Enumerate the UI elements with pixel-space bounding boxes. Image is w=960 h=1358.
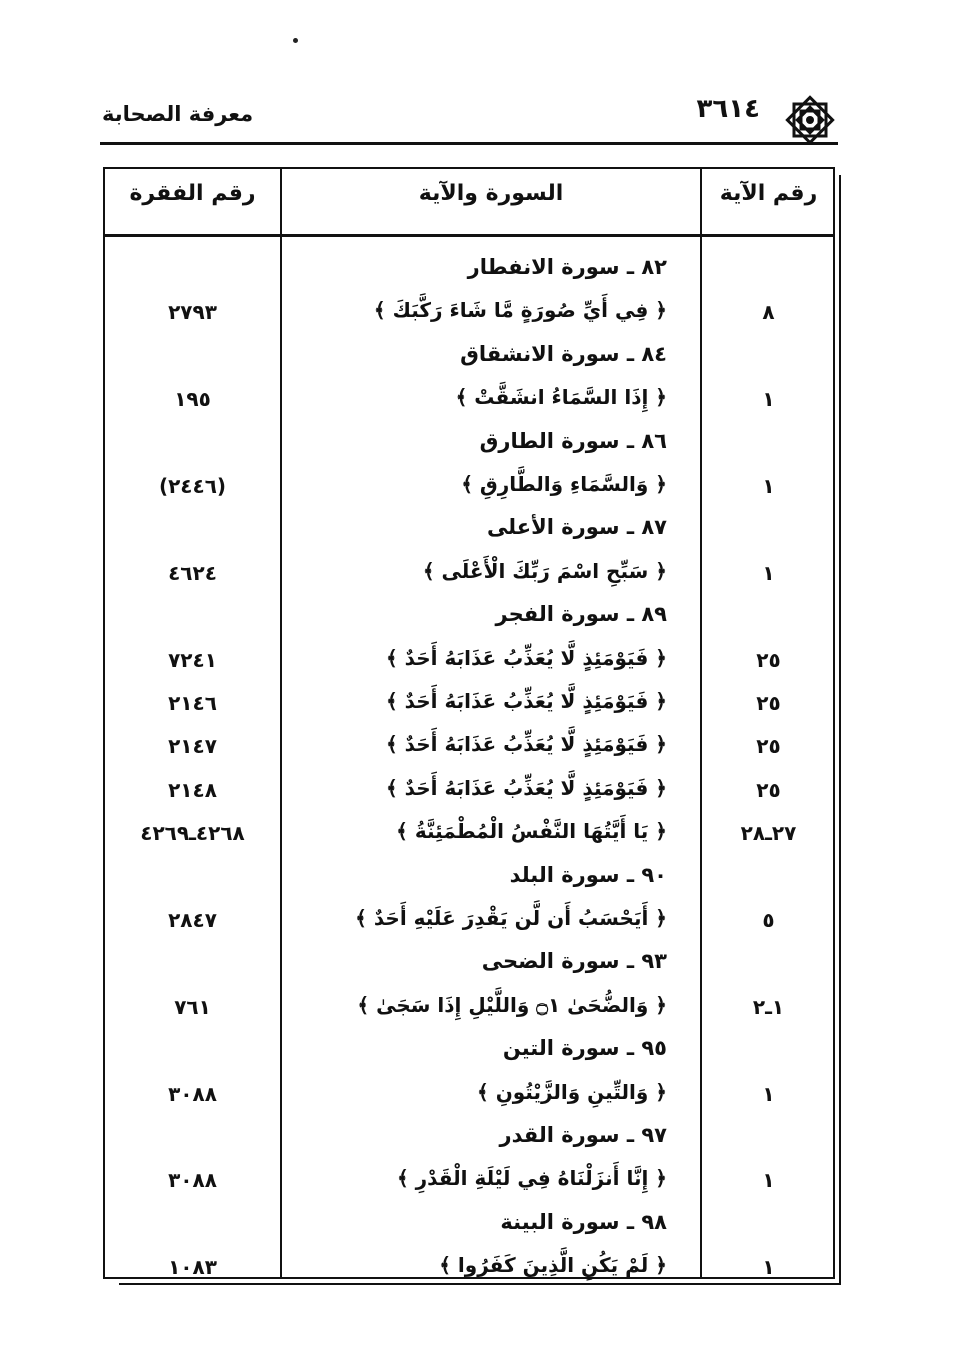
surah-title: ٩٣ ـ سورة الضحى bbox=[481, 949, 667, 974]
header-rule bbox=[100, 142, 838, 145]
verse-text: ﴿ إِنَّا أَنزَلْنَاهُ فِي لَيْلَةِ الْقَدْرِ ﴾ bbox=[396, 1166, 667, 1191]
table-row bbox=[105, 642, 833, 682]
surah-title: ٩٠ ـ سورة البلد bbox=[509, 862, 667, 887]
paragraph-number: ٤٦٢٤ bbox=[168, 560, 217, 585]
verse-text: ﴿ يَا أَيَّتُهَا النَّفْسُ الْمُطْمَئِنَّةُ ﴾ bbox=[396, 819, 667, 844]
surah-heading-row bbox=[105, 1119, 833, 1159]
table-row bbox=[105, 1076, 833, 1116]
verse-text: ﴿ فَيَوْمَئِذٍ لَّا يُعَذِّبُ عَذَابَهُ أَحَدٌ ﴾ bbox=[386, 732, 667, 757]
column-header-surah-verse: السورة والآية bbox=[418, 181, 564, 206]
table-row bbox=[105, 1249, 833, 1289]
surah-title: ٩٥ ـ سورة التين bbox=[502, 1036, 667, 1061]
verse-number: ١ bbox=[762, 474, 775, 498]
surah-title: ٨٩ ـ سورة الفجر bbox=[495, 602, 667, 627]
octagram-ornament-icon bbox=[782, 92, 838, 148]
header-divider bbox=[105, 234, 833, 237]
surah-heading-row bbox=[105, 859, 833, 899]
page-speck bbox=[293, 38, 298, 43]
verse-text: ﴿ لَمْ يَكُنِ الَّذِينَ كَفَرُوا ﴾ bbox=[439, 1253, 667, 1278]
verse-text: ﴿ أَيَحْسَبُ أَن لَّن يَقْدِرَ عَلَيْهِ أَحَدٌ ﴾ bbox=[355, 906, 667, 930]
column-header-verse-number: رقم الآية bbox=[719, 181, 818, 206]
paragraph-number: ٧٢٤١ bbox=[168, 647, 217, 672]
verse-number: ١ bbox=[762, 1168, 775, 1193]
paragraph-number: ٢١٤٦ bbox=[168, 691, 217, 715]
paragraph-number: ٣٠٨٨ bbox=[168, 1081, 217, 1106]
surah-title: ٨٢ ـ سورة الانفطار bbox=[467, 255, 667, 279]
book-title: معرفة الصحابة bbox=[102, 102, 254, 126]
page-number: ٣٦١٤ bbox=[696, 94, 760, 124]
surah-heading-row bbox=[105, 1032, 833, 1072]
surah-heading-row bbox=[105, 511, 833, 551]
paragraph-number: ٢١٤٨ bbox=[168, 777, 217, 802]
surah-title: ٩٨ ـ سورة البينة bbox=[500, 1209, 667, 1234]
index-table bbox=[103, 167, 835, 1279]
verse-text: ﴿ وَالتِّينِ وَالزَّيْتُونِ ﴾ bbox=[477, 1079, 667, 1104]
table-row bbox=[105, 989, 833, 1029]
verse-number: ١ـ٢ bbox=[752, 994, 785, 1019]
table-row bbox=[105, 294, 833, 334]
verse-text: ﴿ إِذَا السَّمَاءُ انشَقَّتْ ﴾ bbox=[455, 385, 667, 410]
paragraph-number: ١٩٥ bbox=[174, 387, 211, 412]
paragraph-number: ٤٢٦٨ـ٤٢٦٩ bbox=[140, 821, 245, 846]
surah-title: ٩٧ ـ سورة القدر bbox=[499, 1123, 667, 1147]
paragraph-number: ١٠٨٣ bbox=[168, 1255, 217, 1280]
table-row bbox=[105, 468, 833, 508]
paragraph-number: ٢١٤٧ bbox=[168, 734, 217, 759]
verse-text: ﴿ فَيَوْمَئِذٍ لَّا يُعَذِّبُ عَذَابَهُ أَحَدٌ ﴾ bbox=[386, 775, 667, 800]
table-row bbox=[105, 772, 833, 812]
surah-title: ٨٧ ـ سورة الأعلى bbox=[486, 515, 667, 540]
verse-number: ٥ bbox=[762, 908, 775, 932]
verse-text: ﴿ وَالسَّمَاءِ وَالطَّارِقِ ﴾ bbox=[461, 472, 667, 496]
verse-number: ١ bbox=[762, 560, 775, 585]
verse-text: ﴿ فَيَوْمَئِذٍ لَّا يُعَذِّبُ عَذَابَهُ أَحَدٌ ﴾ bbox=[386, 645, 667, 670]
table-row bbox=[105, 1162, 833, 1202]
verse-number: ٢٥ bbox=[756, 734, 781, 759]
paragraph-number: ٢٨٤٧ bbox=[168, 908, 217, 932]
paragraph-number: ٢٧٩٣ bbox=[168, 300, 217, 325]
paragraph-number: ٣٠٨٨ bbox=[168, 1168, 217, 1193]
table-row bbox=[105, 555, 833, 595]
paragraph-number: (٢٤٤٦) bbox=[158, 474, 227, 498]
table-row bbox=[105, 815, 833, 855]
verse-number: ٢٥ bbox=[756, 647, 781, 672]
verse-number: ١ bbox=[762, 387, 775, 412]
verse-number: ٢٥ bbox=[756, 691, 781, 715]
surah-heading-row bbox=[105, 425, 833, 465]
verse-number: ٨ bbox=[762, 300, 775, 325]
verse-text: ﴿ فِي أَيِّ صُورَةٍ مَّا شَاءَ رَكَّبَكَ ﴾ bbox=[373, 298, 667, 323]
surah-title: ٨٤ ـ سورة الانشقاق bbox=[460, 341, 667, 366]
surah-heading-row bbox=[105, 338, 833, 378]
table-row bbox=[105, 685, 833, 725]
surah-heading-row bbox=[105, 945, 833, 985]
table-row bbox=[105, 902, 833, 942]
verse-text: ﴿ وَالضُّحَىٰ ۝١ وَاللَّيْلِ إِذَا سَجَىٰ ﴾ bbox=[357, 992, 667, 1017]
column-header-paragraph: رقم الفقرة bbox=[129, 181, 256, 206]
verse-number: ١ bbox=[762, 1255, 775, 1280]
verse-number: ١ bbox=[762, 1081, 775, 1106]
verse-text: ﴿ سَبِّحِ اسْمَ رَبِّكَ الْأَعْلَى ﴾ bbox=[422, 558, 667, 583]
surah-heading-row bbox=[105, 598, 833, 638]
surah-heading-row bbox=[105, 1206, 833, 1246]
verse-number: ٢٧ـ٢٨ bbox=[740, 821, 797, 846]
paragraph-number: ٧٦١ bbox=[174, 994, 211, 1019]
table-row bbox=[105, 381, 833, 421]
verse-number: ٢٥ bbox=[756, 777, 781, 802]
surah-title: ٨٦ ـ سورة الطارق bbox=[479, 428, 667, 453]
table-row bbox=[105, 728, 833, 768]
verse-text: ﴿ فَيَوْمَئِذٍ لَّا يُعَذِّبُ عَذَابَهُ أَحَدٌ ﴾ bbox=[386, 689, 667, 713]
surah-heading-row bbox=[105, 251, 833, 291]
